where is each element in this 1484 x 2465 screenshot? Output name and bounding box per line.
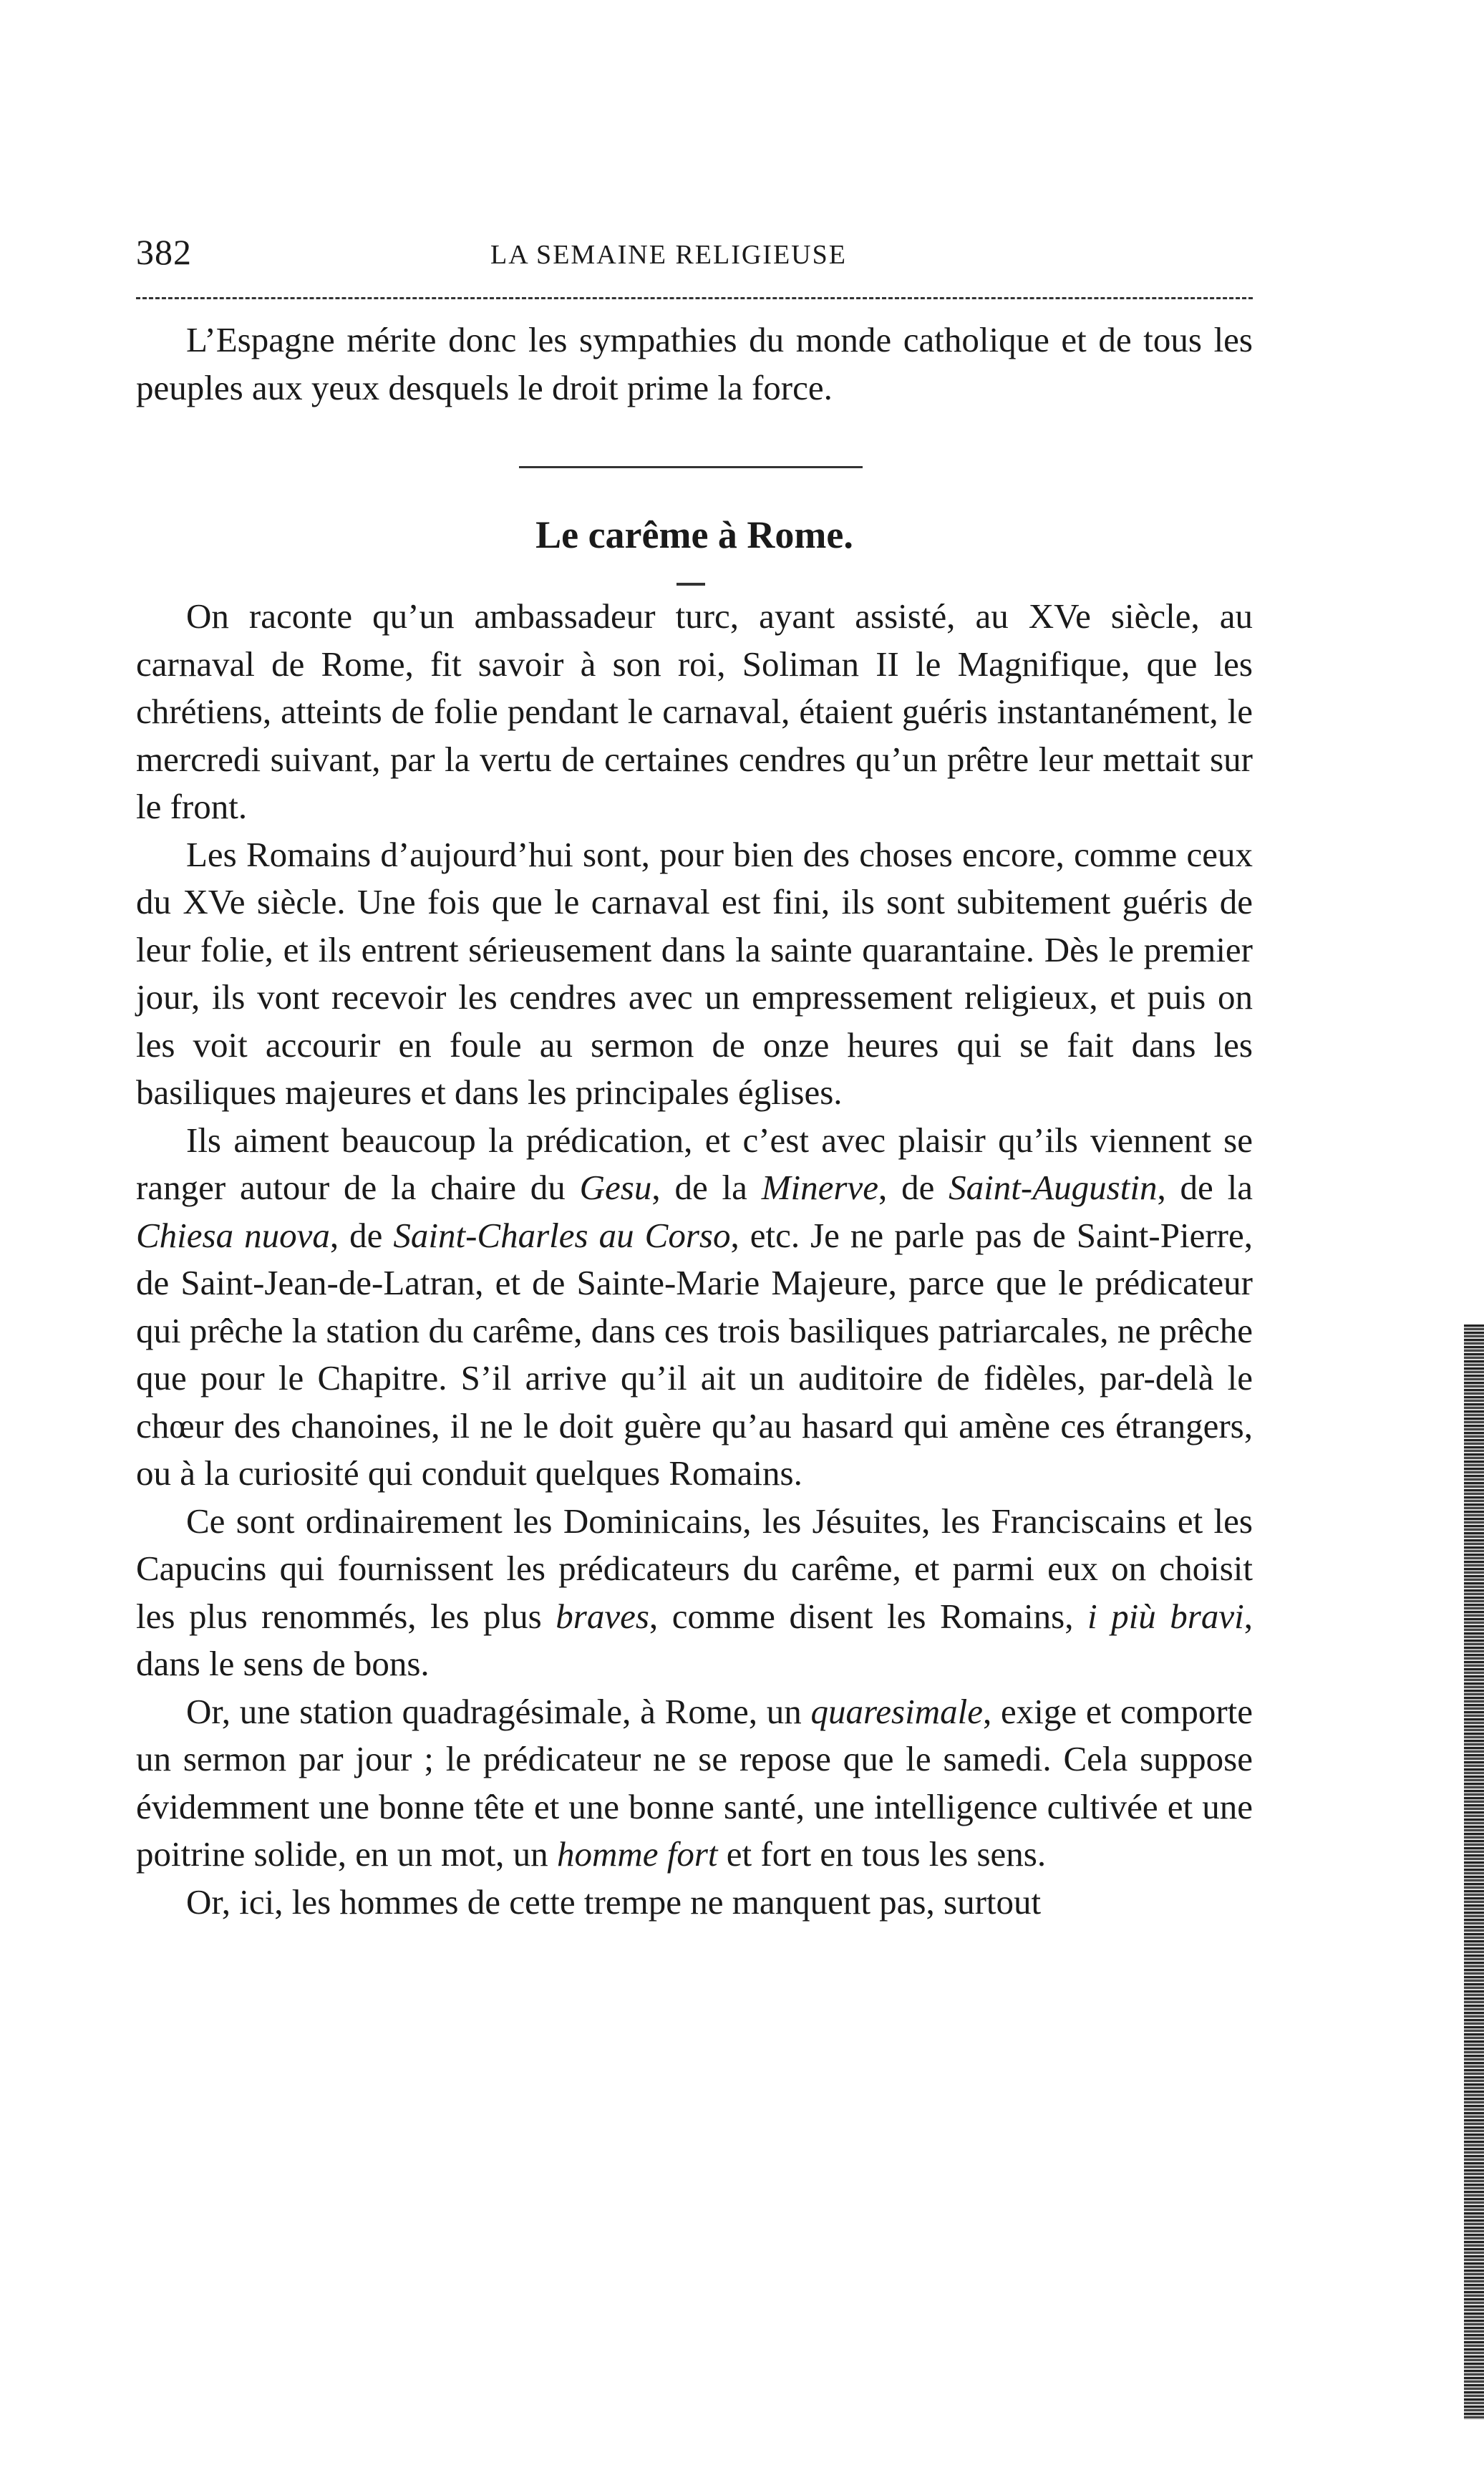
text-run: , comme disent les Romains, (649, 1596, 1088, 1636)
section-title: Le carême à Rome. (535, 513, 853, 556)
running-title: LA SEMAINE RELIGIEUSE (490, 240, 847, 270)
paragraph-2: Les Romains d’aujourd’hui sont, pour bien des choses encore, comme ceux du XVe siècle. Une fois que le carnaval est fini, ils sont subitement guéris de leur folie, et ils entrent sérieusement dans la sainte quarantaine. Dès le premier jour, ils vont recevoir les cendres avec un empressement religieux, et puis on les voit accourir en foule au sermon de onze heures qui se fait dans les basiliques majeures et dans les principales églises. (136, 834, 1253, 1112)
paragraph-1: On raconte qu’un ambassadeur turc, ayant assisté, au XVe siècle, au carnaval de Rome, fit savoir à son roi, Soliman II le Magnifique, que les chrétiens, atteints de folie pendant le carnaval, étaient guéris instantanément, le mercredi suivant, par la vertu de certaines cendres qu’un prêtre leur mettait sur le front. (136, 596, 1253, 826)
paragraph-4 (136, 1498, 1253, 1688)
text-run: , dans le sens de bons. (136, 1596, 1253, 1683)
text-run: Or, une station quadragésimale, à Rome, un (186, 1691, 811, 1731)
italic-chiesa-nuova: Chiesa nuova (136, 1215, 330, 1255)
italic-minerve: Minerve (761, 1168, 878, 1207)
article-body (136, 593, 1253, 1926)
italic-piu-bravi: i più bravi (1087, 1596, 1244, 1636)
italic-quaresimale: quaresimale (810, 1691, 983, 1731)
page-number: 382 (136, 232, 192, 272)
intro-text (136, 316, 1253, 412)
text-run: , exige et comporte un sermon par jour ; le prédicateur ne se repose que le samedi. Cela suppose évidemment une bonne tête et une bonne santé, une intelligence cultivée et une poitrine solide, en un mot, un (136, 1691, 1253, 1874)
italic-gesu: Gesu (579, 1168, 652, 1207)
text-run: Ce sont ordinairement les Dominicains, les Jésuites, les Franciscains et les Capucins qui fournissent les prédicateurs du carême, et parmi eux on choisit les plus renommés, les plus (136, 1501, 1253, 1636)
italic-braves: braves (556, 1596, 649, 1636)
header-rule (136, 297, 1253, 299)
intro-paragraph: L’Espagne mérite donc les sympathies du monde catholique et de tous les peuples aux yeux desquels le droit prime la force. (136, 320, 1253, 407)
scan-edge-artifact (1464, 1324, 1484, 2420)
title-dash (676, 583, 705, 586)
paragraph-3 (136, 1117, 1253, 1498)
italic-saint-augustin: Saint-Augustin (949, 1168, 1158, 1207)
text-run: Ils aiment beaucoup la prédication, et c’est avec plaisir qu’ils viennent se ranger autour de la chaire du (136, 1120, 1253, 1207)
text-run: et fort en tous les sens. (717, 1834, 1047, 1874)
text-run: , de (878, 1168, 949, 1207)
page-header (136, 231, 1253, 273)
text-run: , de (329, 1215, 394, 1255)
italic-saint-charles: Saint-Charles au Corso (393, 1215, 731, 1255)
italic-homme-fort: homme fort (556, 1834, 718, 1874)
text-run: , etc. Je ne parle pas de Saint-Pierre, de Saint-Jean-de-Latran, et de Sainte-Marie Majeure, parce que le prédicateur qui prêche la station du carême, dans ces trois basiliques patriarcales, ne prêche que pour le Chapitre. S’il arrive qu’il ait un auditoire de fidèles, par-delà le chœur des chanoines, il ne le doit guère qu’au hasard qui amène ces étrangers, ou à la curiosité qui conduit quelques Romains. (136, 1215, 1253, 1493)
text-run: , de la (1157, 1168, 1253, 1207)
paragraph-6: Or, ici, les hommes de cette trempe ne manquent pas, surtout (186, 1882, 1042, 1922)
section-divider (519, 466, 863, 468)
text-run: , de la (651, 1168, 762, 1207)
paragraph-5 (136, 1688, 1253, 1879)
